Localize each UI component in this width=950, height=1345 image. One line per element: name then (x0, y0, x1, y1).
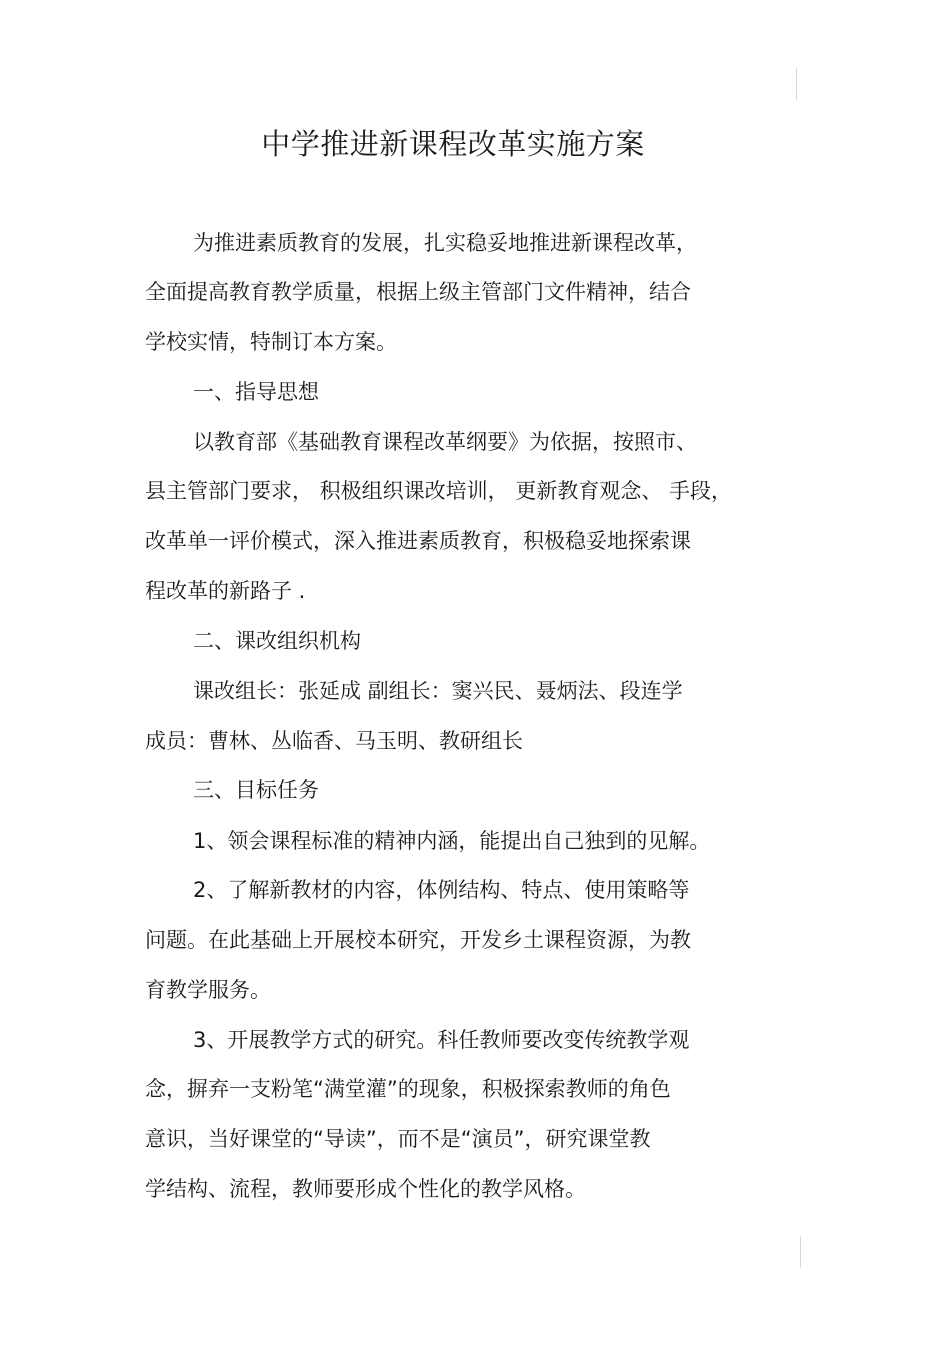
bottom-right-margin-mark (800, 1236, 801, 1268)
paragraph-line: 为推进素质教育的发展，扎实稳妥地推进新课程改革， (193, 231, 697, 255)
paragraph-line: 全面提高教育教学质量，根据上级主管部门文件精神，结合 (145, 280, 691, 304)
paragraph-line: 课改组长：张延成 副组长：窦兴民、聂炳法、段连学 (193, 679, 683, 703)
paragraph-line: 意识，当好课堂的“导读”，而不是“演员”，研究课堂教 (145, 1127, 651, 1151)
paragraph-line: 问题。在此基础上开展校本研究，开发乡土课程资源，为教 (145, 928, 691, 952)
section-heading: 一、指导思想 (193, 380, 319, 404)
paragraph-line: 学校实情，特制订本方案。 (145, 330, 397, 354)
paragraph-line: 3、开展教学方式的研究。科任教师要改变传统教学观 (193, 1028, 690, 1052)
section-heading: 三、目标任务 (193, 778, 319, 802)
paragraph-line: 2、了解新教材的内容，体例结构、特点、使用策略等 (193, 878, 690, 902)
paragraph-line: 学结构、流程，教师要形成个性化的教学风格。 (145, 1177, 586, 1201)
paragraph-line: 以教育部《基础教育课程改革纲要》为依据，按照市、 (193, 430, 697, 454)
paragraph-line: 程改革的新路子 . (145, 579, 306, 603)
paragraph-line: 县主管部门要求， 积极组织课改培训， 更新教育观念、 手段， (145, 479, 733, 503)
paragraph-line: 育教学服务。 (145, 978, 271, 1002)
paragraph-line: 念，摒弃一支粉笔“满堂灌”的现象，积极探索教师的角色 (145, 1077, 671, 1101)
top-right-margin-mark (796, 68, 797, 100)
document-title: 中学推进新课程改革实施方案 (261, 127, 645, 161)
section-heading: 二、课改组织机构 (193, 629, 361, 653)
paragraph-line: 改革单一评价模式，深入推进素质教育，积极稳妥地探索课 (145, 529, 691, 553)
paragraph-line: 成员：曹林、丛临香、马玉明、教研组长 (145, 729, 523, 753)
paragraph-line: 1、领会课程标准的精神内涵，能提出自己独到的见解。 (193, 829, 711, 853)
